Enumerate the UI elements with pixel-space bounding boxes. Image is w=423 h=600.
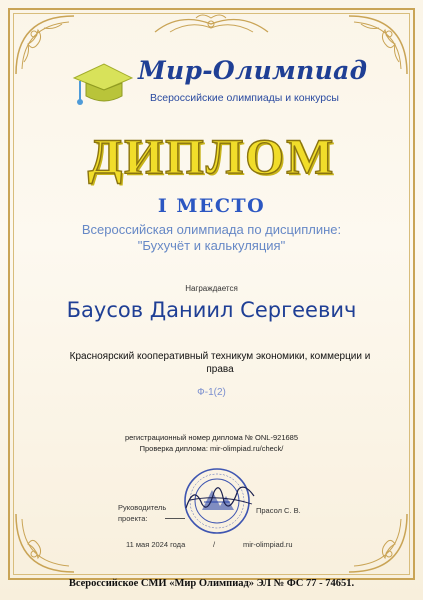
head-label: Руководитель проекта: [118,503,167,523]
separator: / [213,540,216,549]
handwritten-signature [180,478,260,518]
issue-date: 11 мая 2024 года [126,540,186,549]
corner-ornament [339,504,409,574]
recipient-name: Баусов Даниил Сергеевич [66,298,357,322]
site-url: mir-olimpiad.ru [243,540,293,549]
logo-subtitle: Всероссийские олимпиады и конкурсы [150,92,339,104]
organization: Красноярский кооперативный техникум экономики, коммерции и права [69,351,371,375]
registration-info [0,432,423,454]
olympiad-discipline [0,222,423,254]
diploma-title: ДИПЛОМ [87,128,336,184]
site-logo [70,50,370,120]
signature-line [165,518,185,519]
graduation-cap-icon [70,56,136,112]
place-title: I МЕСТО [157,195,266,217]
olympiad-line-1: Всероссийская олимпиада по дисциплине: [81,222,342,237]
awarded-label: Награждается [185,284,238,293]
group-code: Ф-1(2) [197,387,226,398]
footer-registration: Всероссийское СМИ «Мир Олимпиад» ЭЛ № ФС 77 - 74651. [68,578,355,589]
olympiad-line-2: "Бухучёт и калькуляция" [137,238,286,253]
registration-number: регистрационный номер диплома № ONL-921685 [124,433,299,442]
top-ornament [150,10,273,38]
corner-ornament [14,504,84,574]
head-name: Прасол С. В. [256,506,301,515]
logo-name: Мир-Олимпиад [138,56,368,85]
diploma-check: Проверка диплома: mir-olimpiad.ru/check/ [139,444,284,453]
